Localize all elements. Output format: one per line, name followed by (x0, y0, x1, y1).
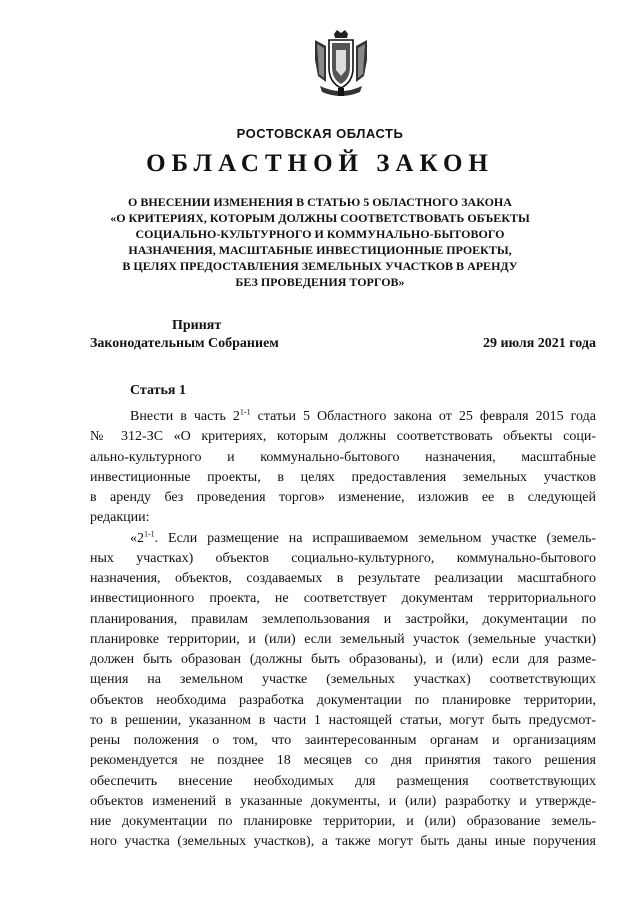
text-line: ние документации по планировке территории, и (или) образование земель- (90, 814, 596, 829)
text-line: ных участках) объектов социально-культурного, коммунально-бытового (90, 550, 596, 566)
text-line: должен быть образован (должны быть образованы), и (или) если для разме- (90, 652, 596, 667)
adopted-label: Принят (172, 318, 222, 333)
coat-of-arms-icon (312, 30, 370, 98)
text-line: планировке территории, и (или) если земельный участок (земельные участки) (90, 631, 596, 647)
region-name: РОСТОВСКАЯ ОБЛАСТЬ (236, 126, 404, 141)
adoption-block (90, 318, 596, 354)
text-line: то в решении, указанном в части 1 настоящей статьи, могут быть предусмот- (90, 712, 596, 728)
text-run: Внести в часть 2 (130, 409, 240, 424)
subject-line: «О КРИТЕРИЯХ, КОТОРЫМ ДОЛЖНЫ СООТВЕТСТВОВАТЬ ОБЪЕКТЫ (110, 211, 530, 225)
law-subject-title (90, 194, 550, 290)
subject-line: СОЦИАЛЬНО-КУЛЬТУРНОГО И КОММУНАЛЬНО-БЫТОВОГО (135, 227, 505, 241)
text-line: редакции: (90, 510, 150, 526)
adopting-body: Законодательным Собранием (90, 336, 279, 351)
text-line: инвестиционного проекта, не соответствует документам территориального (90, 591, 596, 607)
text-line: рекомендуется не позднее 18 месяцев со дня принятия такого решения (90, 753, 596, 769)
text-run: . Если размещение на испрашиваемом земельном участке (земель- (154, 530, 596, 546)
text-line: объектов необходима разработка документации по планировке территории, (90, 692, 596, 708)
adoption-date: 29 июля 2021 года (482, 336, 596, 351)
text-line: планирования, правилам землепользования и застройки, документации по (90, 611, 596, 627)
subject-line: БЕЗ ПРОВЕДЕНИЯ ТОРГОВ» (235, 275, 405, 289)
paragraph-first-line (90, 407, 596, 427)
superscript: 1-1 (239, 407, 251, 417)
text-run: «2 (130, 530, 144, 546)
text-line: рены положения о том, что заинтересованным органам и организациям (90, 733, 596, 748)
subject-line: В ЦЕЛЯХ ПРЕДОСТАВЛЕНИЯ ЗЕМЕЛЬНЫХ УЧАСТКОВ В АРЕНДУ (122, 259, 518, 273)
text-line: ного участка (земельных участков), а также могут быть даны иные поручения (90, 834, 596, 850)
text-line: объектов изменений в указанные документы, и (или) разработку и утвержде- (90, 793, 596, 809)
article-heading: Статья 1 (130, 383, 186, 398)
text-line: в аренду без проведения торгов» изменение, изложив ее в следующей (90, 490, 596, 505)
text-line: № 312-ЗС «О критериях, которым должны соответствовать объекты соци- (90, 429, 596, 445)
text-line: ально-культурного и коммунально-бытового назначения, масштабные (90, 449, 596, 465)
subject-line: О ВНЕСЕНИИ ИЗМЕНЕНИЯ В СТАТЬЮ 5 ОБЛАСТНОГО ЗАКОНА (128, 195, 512, 209)
text-line: инвестиционные проекты, в целях предоставления земельных участков (90, 469, 596, 485)
text-line: назначения, объектов, создаваемых в результате реализации масштабного (90, 571, 596, 586)
text-line: щения на земельном участке (земельных участках) соответствующих (90, 672, 596, 688)
article-body (90, 407, 596, 853)
text-run: статьи 5 Областного закона от 25 февраля 2015 года (250, 409, 596, 424)
paragraph-first-line (90, 529, 596, 549)
subject-line: НАЗНАЧЕНИЯ, МАСШТАБНЫЕ ИНВЕСТИЦИОННЫЕ ПРОЕКТЫ, (128, 243, 512, 257)
document-type-title: ОБЛАСТНОЙ ЗАКОН (146, 150, 494, 177)
text-line: обеспечить внесение необходимых для размещения соответствующих (90, 773, 596, 789)
superscript: 1-1 (144, 528, 155, 538)
